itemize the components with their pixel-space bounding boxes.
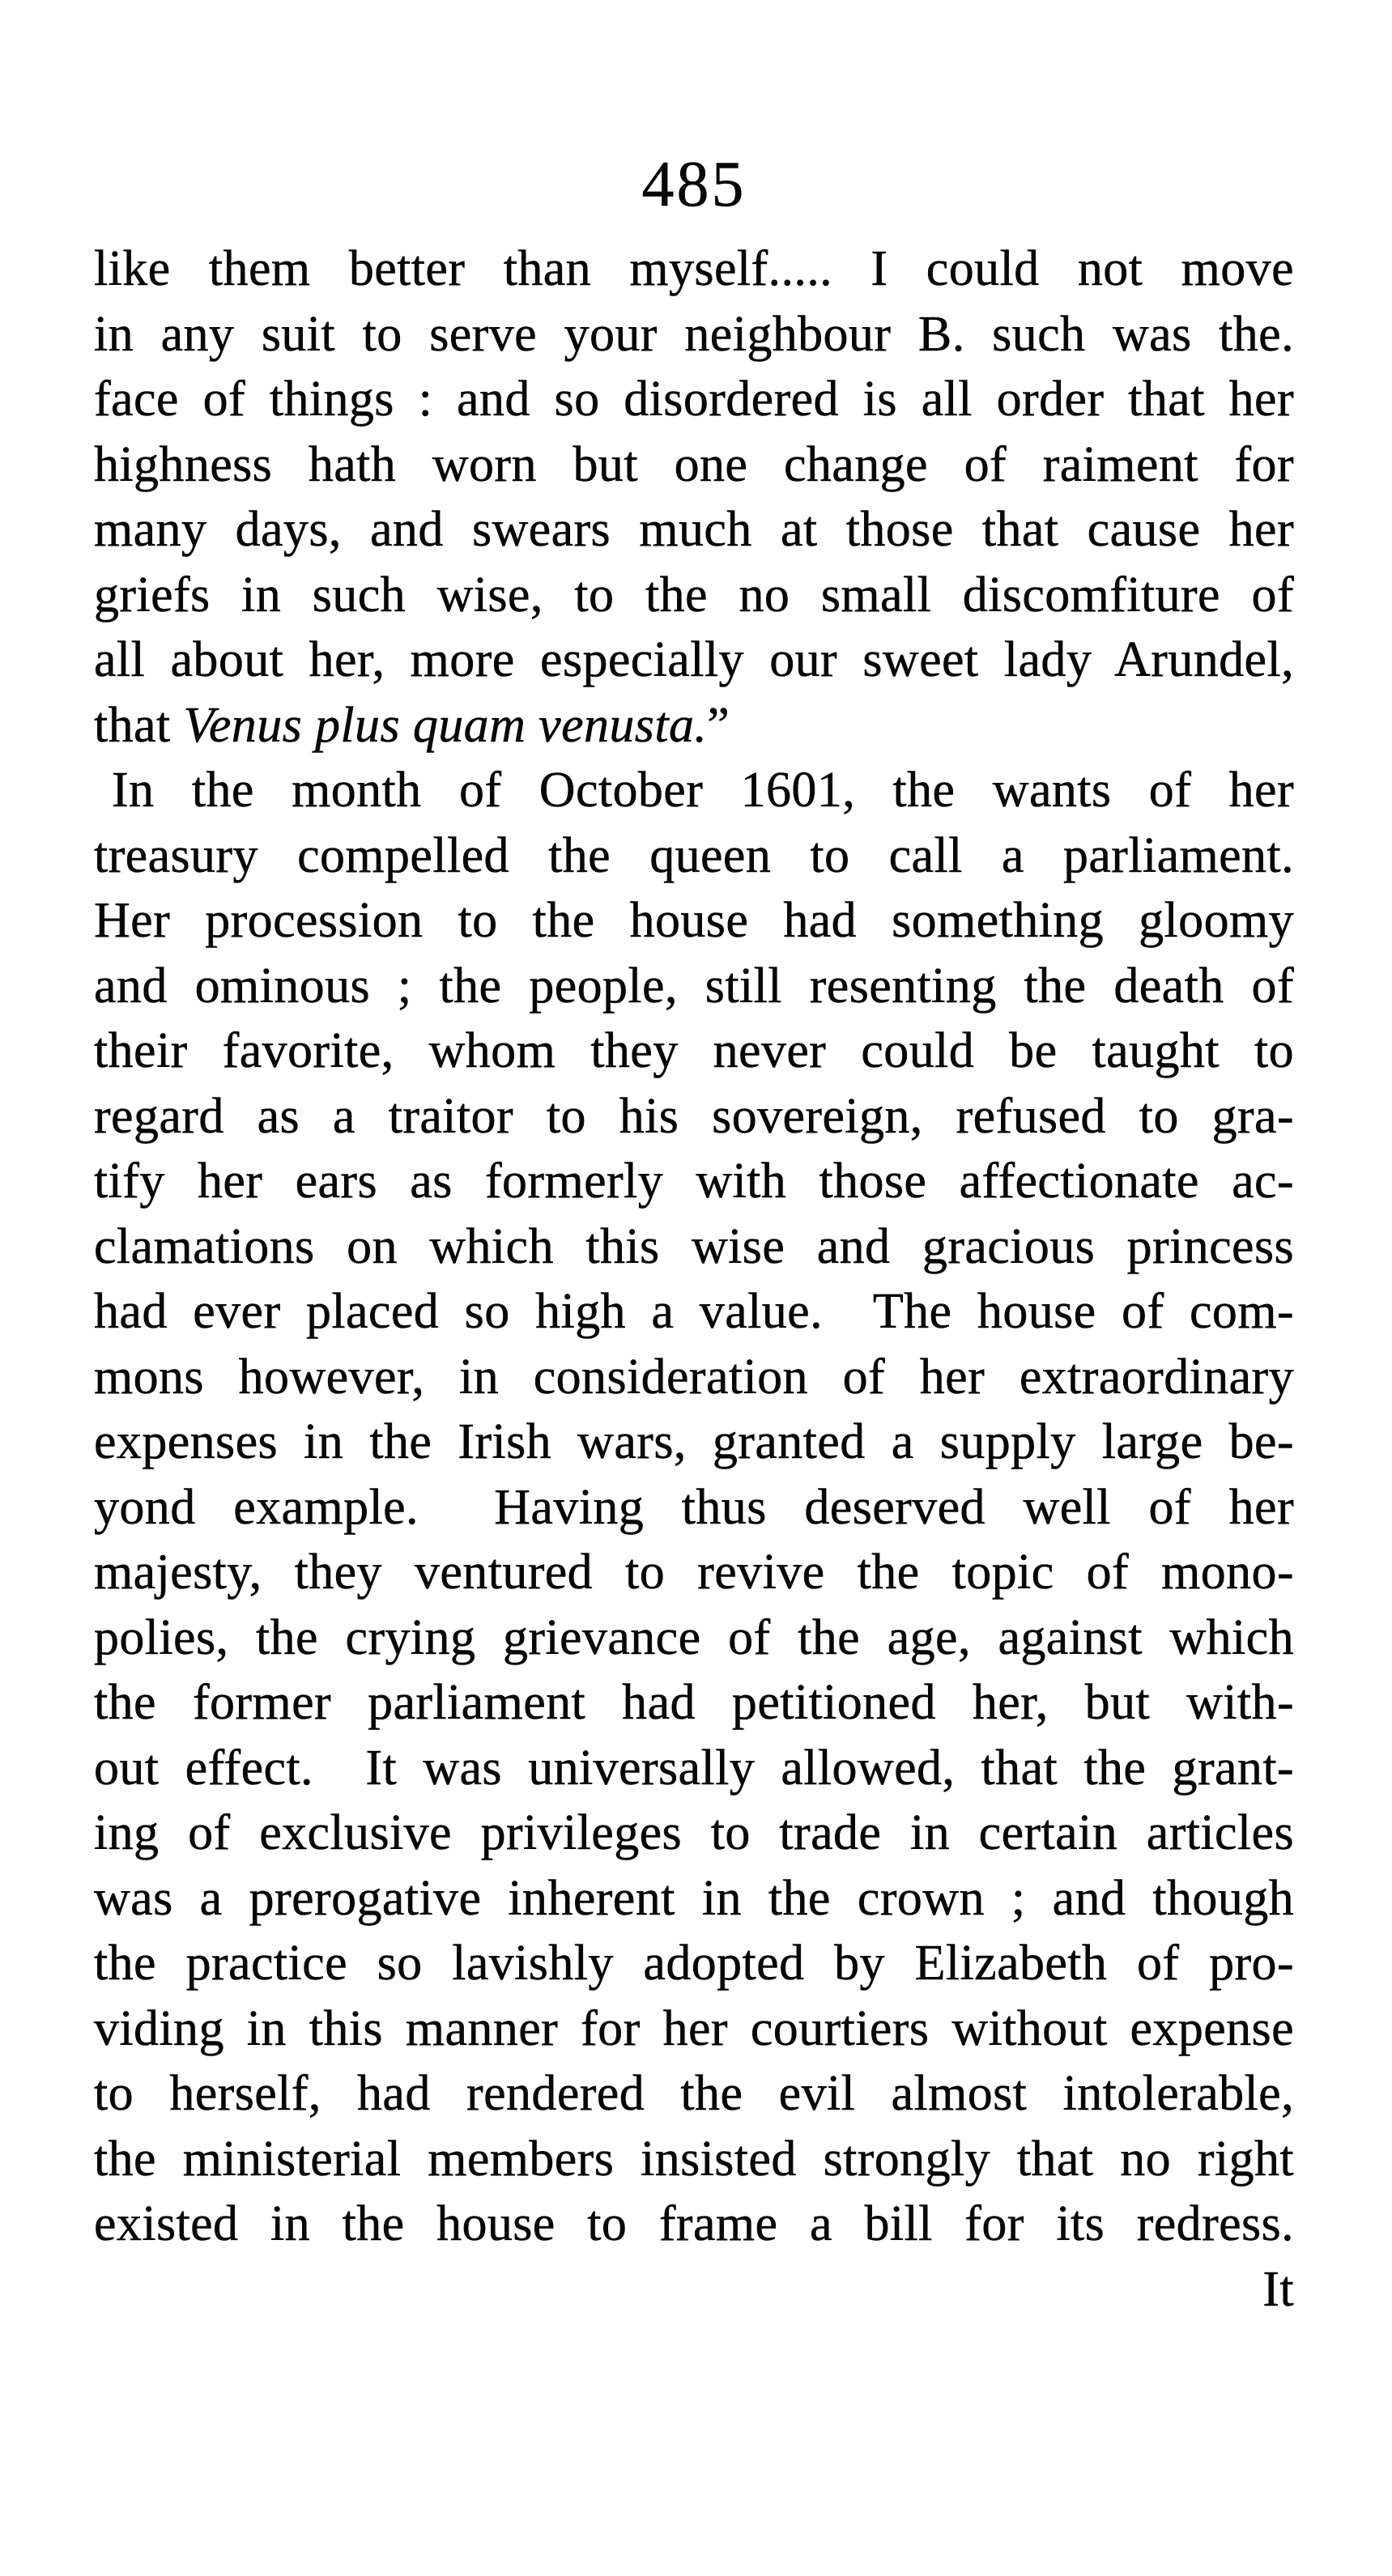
text-segment: expenses in the Irish wars, granted a supply large be-: [94, 1414, 1294, 1469]
text-line: [94, 1736, 1294, 1801]
text-line: [94, 236, 1294, 302]
text-segment: had ever placed so high a value. The house of com-: [94, 1284, 1294, 1339]
text-segment: their favorite, whom they never could be taught to: [94, 1023, 1294, 1078]
text-segment: ”: [707, 697, 730, 753]
text-segment: out effect. It was universally allowed, that the grant-: [94, 1740, 1294, 1796]
text-line: [94, 1931, 1294, 1996]
text-segment: the ministerial members insisted strongly that no right: [94, 2131, 1294, 2187]
text-segment: regard as a traitor to his sovereign, refused to gra-: [94, 1088, 1294, 1144]
text-segment: the practice so lavishly adopted by Elizabeth of pro-: [94, 1936, 1294, 1991]
text-line: [94, 432, 1294, 498]
text-segment: existed in the house to frame a bill for its redress.: [94, 2196, 1294, 2251]
text-line: [94, 2191, 1294, 2257]
text-segment: many days, and swears much at those that cause her: [94, 502, 1294, 557]
text-line: [94, 888, 1294, 954]
text-line: [94, 1149, 1294, 1214]
text-segment: clamations on which this wise and gracious princess: [94, 1218, 1294, 1274]
text-line: [94, 1866, 1294, 1932]
text-segment: the former parliament had petitioned her, but with-: [94, 1675, 1294, 1730]
text-line: [94, 1800, 1294, 1866]
text-line: [94, 302, 1294, 368]
text-segment: mons however, in consideration of her extraordinary: [94, 1349, 1294, 1405]
text-line: [94, 563, 1294, 628]
text-line: [94, 2127, 1294, 2192]
text-segment: face of things : and so disordered is all order that her: [94, 372, 1294, 427]
text-segment: all about her, more especially our sweet lady Arundel,: [94, 632, 1294, 687]
text-line: [94, 758, 1294, 823]
text-segment: that: [94, 697, 184, 753]
text-line: [94, 1475, 1294, 1541]
text-line: [94, 2061, 1294, 2127]
text-line: [94, 497, 1294, 563]
text-segment: Her procession to the house had something gloomy: [94, 893, 1294, 948]
body-text: [94, 236, 1294, 2322]
text-segment: was a prerogative inherent in the crown ; and though: [94, 1870, 1294, 1926]
text-segment: yond example. Having thus deserved well of her: [94, 1479, 1294, 1535]
text-line: [94, 823, 1294, 889]
text-line: [94, 1018, 1294, 1084]
text-segment: ing of exclusive privileges to trade in certain articles: [94, 1805, 1294, 1860]
catchword: It: [1262, 2261, 1294, 2317]
text-segment: tify her ears as formerly with those affectionate ac-: [94, 1154, 1294, 1209]
text-segment: in any suit to serve your neighbour B. such was the.: [94, 306, 1294, 362]
text-segment: treasury compelled the queen to call a parliament.: [94, 827, 1294, 883]
page-number: 485: [641, 149, 747, 220]
text-segment: to herself, had rendered the evil almost intolerable,: [94, 2066, 1294, 2121]
text-line: [94, 1345, 1294, 1410]
text-line: [94, 693, 1294, 759]
paragraph: [94, 236, 1294, 758]
text-line: [94, 1540, 1294, 1605]
text-line: [94, 1670, 1294, 1736]
text-segment: polies, the crying grievance of the age, against which: [94, 1609, 1294, 1665]
text-line: [94, 1996, 1294, 2062]
text-segment: In the month of October 1601, the wants of her: [112, 763, 1294, 818]
paragraph: [94, 758, 1294, 2257]
italic-latin-text: Venus plus quam venusta.: [183, 697, 708, 753]
text-line: [94, 1084, 1294, 1150]
text-line: [94, 1605, 1294, 1671]
paragraphs-container: [94, 236, 1294, 2257]
text-line: [94, 1409, 1294, 1475]
text-segment: viding in this manner for her courtiers without expense: [94, 2000, 1294, 2056]
text-line: [94, 627, 1294, 693]
text-segment: highness hath worn but one change of raiment for: [94, 436, 1294, 492]
text-segment: like them better than myself..... I could not move: [94, 241, 1294, 296]
text-segment: griefs in such wise, to the no small discomfiture of: [94, 567, 1294, 623]
text-line: [94, 1214, 1294, 1280]
text-line: [94, 1279, 1294, 1345]
text-line: [94, 367, 1294, 432]
text-line: [94, 954, 1294, 1019]
text-segment: and ominous ; the people, still resenting the death of: [94, 958, 1294, 1014]
text-segment: majesty, they ventured to revive the topic of mono-: [94, 1545, 1294, 1600]
